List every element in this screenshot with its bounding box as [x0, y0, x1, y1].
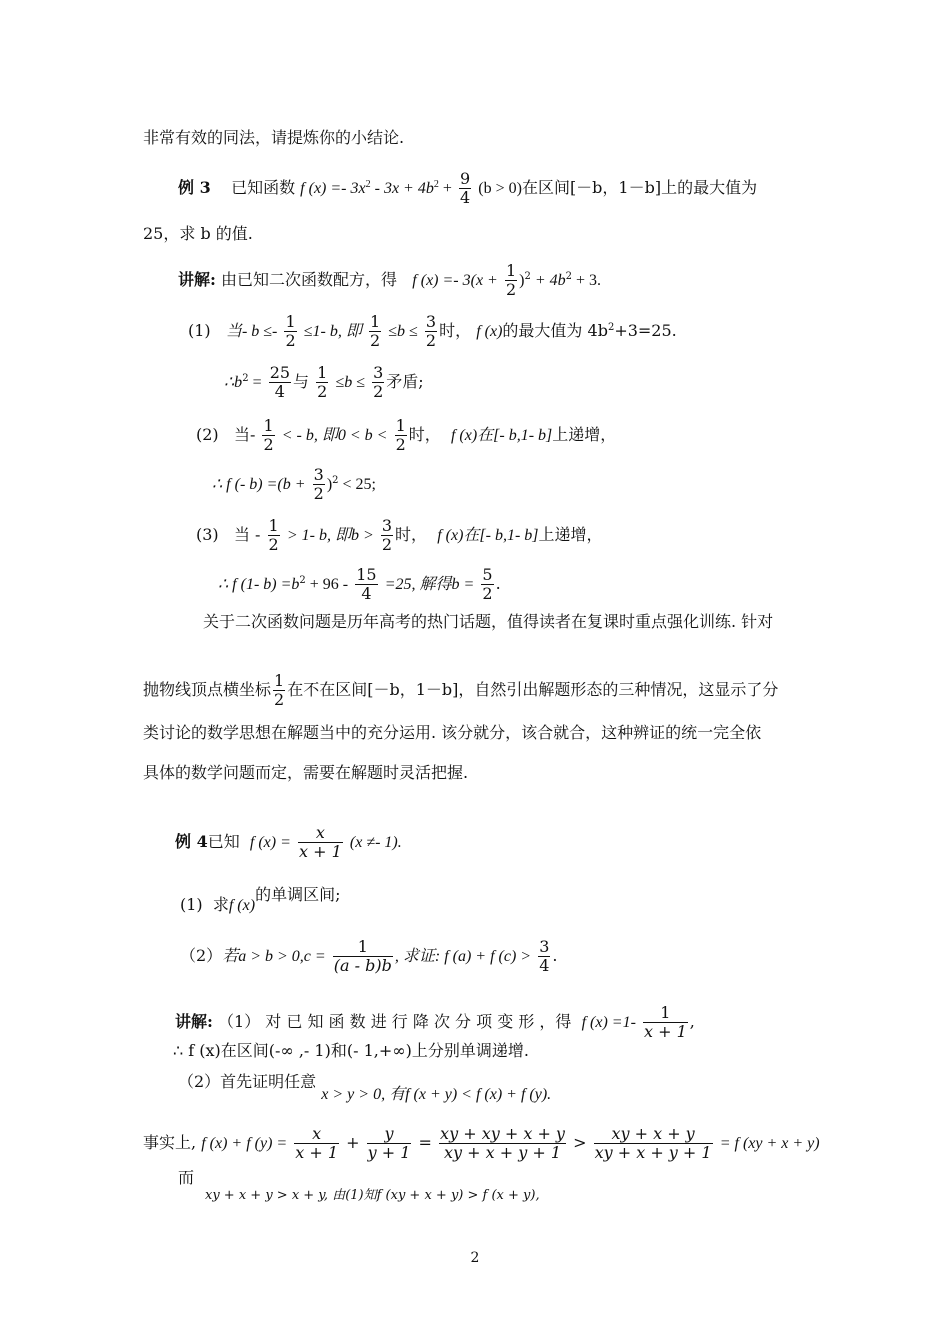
text: 在不在区间[－b，1－b]，自然引出解题形态的三种情况，这显示了分: [287, 680, 779, 699]
denominator: 2: [268, 535, 279, 554]
denominator: 2: [381, 535, 393, 554]
text: .: [495, 574, 501, 593]
solution-text: 由已知二次函数配方，得: [221, 270, 398, 289]
formula: =25, 解得b =: [384, 576, 475, 593]
fraction: [268, 517, 280, 554]
case-2: [196, 417, 616, 454]
case-1-therefore: $\therefore b^2$ = $\frac{25}{4}$ 与 $\frac{1}{2}$ ≤b ≤ $\frac{3}{2}$ 矛盾;: [224, 363, 424, 401]
solution-label: 讲解:: [175, 1012, 213, 1031]
case-tag: (2): [196, 425, 219, 444]
fraction: [505, 262, 517, 299]
numerator: xy + x + y: [594, 1125, 713, 1144]
numerator: 1: [263, 416, 274, 435]
numerator: 5: [482, 565, 493, 584]
solution-4-er: 而: [178, 1168, 195, 1187]
text: 的单调区间;: [255, 885, 341, 904]
text: +3=25.: [614, 321, 677, 340]
fraction: [481, 566, 493, 603]
formula: = f (xy + x + y): [719, 1135, 820, 1152]
numerator: 3: [373, 363, 384, 382]
numerator: x: [298, 824, 343, 843]
denominator: 2: [425, 331, 437, 350]
statement-text: 在区间[－b，1－b]上的最大值为: [521, 178, 758, 197]
text: 时，: [439, 321, 472, 340]
formula: ≤1- b, 即: [303, 323, 362, 340]
text: 上递增，: [538, 525, 603, 544]
comment-line-1: 关于二次函数问题是历年高考的热门话题，值得读者在复课时重点强化训练. 针对: [203, 612, 774, 631]
numerator: 1: [395, 416, 406, 435]
numerator: 1: [268, 516, 279, 535]
text: 已知: [207, 832, 240, 851]
case-3-therefore: ∴ f (1- $b) =b^2 + 96$ - $\frac{15}{4}$ =25, 解得b = $\frac{5}{2}$ .: [218, 565, 501, 603]
numerator: 25: [269, 363, 291, 382]
example-3-statement: 例 3 已知函数 f $(x) =- 3x^2 - 3x + 4b^2$ + $\frac{9}{4}$ (b > 0)在区间[－b，1－b]上的最大值为: [178, 169, 758, 207]
text: 时，: [395, 525, 428, 544]
solution-4-last-line: xy + x + y > x + y, 由(1)知f (xy + x + y) > f (x + y),: [205, 1188, 540, 1203]
fraction: [439, 1125, 566, 1162]
solution-4-fact: [143, 1125, 820, 1162]
fraction: [459, 170, 471, 207]
formula: f (x)在[- b,1- b]: [450, 427, 553, 444]
numerator: x: [294, 1125, 339, 1144]
formula: +: [438, 180, 452, 197]
numerator: 1: [369, 312, 381, 331]
denominator: x + 1: [295, 1143, 339, 1162]
denominator: 2: [505, 280, 517, 299]
fraction: [369, 313, 381, 350]
example-3-statement-line2: 25，求 b 的值.: [143, 224, 253, 243]
numerator: 3: [313, 465, 324, 484]
fraction: [643, 1004, 688, 1041]
numerator: 1: [505, 261, 517, 280]
formula: , 求证: f (a) + f (c) >: [394, 948, 532, 965]
text: 上递增，: [552, 425, 617, 444]
formula: ): [519, 272, 525, 289]
denominator: 4: [539, 956, 550, 975]
numerator: 1: [285, 312, 296, 331]
denominator: x + 1: [644, 1022, 687, 1041]
solution-4-line-2: ∴ f (x)在区间(-∞ ,- 1)和(- 1,+∞)上分别单调递增.: [173, 1041, 529, 1060]
denominator: 4: [361, 584, 372, 603]
example-4-question-1: [180, 885, 341, 916]
fraction: [294, 1125, 339, 1162]
denominator: 4: [274, 382, 285, 401]
numerator: 3: [539, 937, 550, 956]
solution-3-header: 讲解: 由已知二次函数配方，得 f (x) =- 3(x + $\frac{1}{2}$ )$^2 + 4b^2 + 3$.: [178, 261, 602, 299]
fraction: [395, 417, 407, 454]
denominator: xy + x + y + 1: [443, 1143, 562, 1162]
numerator: 1: [274, 671, 285, 690]
numerator: 3: [381, 516, 393, 535]
fraction: [333, 938, 393, 975]
numerator: 9: [459, 169, 471, 188]
text: （2）首先证明任意: [178, 1072, 317, 1091]
example-4-statement: [175, 824, 402, 861]
text: 与: [293, 372, 310, 391]
text: >: [573, 1133, 587, 1152]
numerator: 1: [317, 363, 328, 382]
page-number: 2: [470, 1250, 480, 1266]
fraction: [425, 313, 437, 350]
numerator: xy + xy + x + y: [440, 1124, 565, 1143]
formula: + 3.: [572, 272, 602, 289]
denominator: 2: [285, 331, 296, 350]
denominator: 2: [317, 382, 328, 401]
formula: + 96 -: [305, 576, 349, 593]
denominator: xy + x + y + 1: [594, 1143, 712, 1162]
formula: f (x)在[- b,1- b]: [437, 527, 539, 544]
numerator: 15: [356, 565, 377, 584]
statement-text: 已知函数: [231, 178, 296, 197]
text: 求: [212, 895, 229, 914]
fraction: [372, 364, 384, 401]
numerator: y: [367, 1125, 412, 1144]
formula: ): [326, 476, 333, 493]
text: .: [552, 946, 558, 965]
formula: =: [248, 374, 262, 391]
denominator: 2: [263, 435, 274, 454]
denominator: 2: [395, 435, 406, 454]
example-4-label: 例 4: [175, 832, 208, 851]
condition: (b > 0): [478, 180, 522, 197]
fraction: [313, 466, 325, 503]
formula: ≤b ≤: [388, 323, 418, 340]
text: +: [346, 1133, 360, 1152]
formula: < - b, 即0 < b <: [281, 427, 388, 444]
text: 抛物线顶点横坐标: [143, 680, 272, 699]
formula: f (x): [476, 323, 503, 340]
example-4-question-2: [180, 938, 557, 975]
numerator: 3: [425, 312, 437, 331]
intro-text: 非常有效的同法，请提炼你的小结论.: [143, 128, 405, 147]
comment-line-3: 类讨论的数学思想在解题当中的充分运用. 该分就分，该合就合，这种辨证的统一完全依: [143, 723, 762, 742]
text: 事实上,: [143, 1133, 197, 1152]
formula: x > y > 0, 有f (x + y) < f (x) + f (y).: [321, 1086, 552, 1103]
denominator: x + 1: [299, 842, 342, 861]
formula: f (x) + f (y) =: [201, 1135, 288, 1152]
fraction: [284, 313, 296, 350]
denominator: 2: [313, 484, 324, 503]
question-tag: (1): [180, 895, 203, 914]
formula: 当- b ≤-: [225, 323, 278, 340]
formula: f (x) =- 3(x +: [412, 272, 498, 289]
formula: ∴b: [224, 374, 243, 391]
text: ,: [689, 1012, 695, 1031]
solution-label: 讲解:: [178, 270, 216, 289]
text: 当-: [233, 425, 256, 444]
formula: 若a > b > 0,c =: [222, 948, 326, 965]
text: 的最大值为 4b: [502, 321, 608, 340]
denominator: 4: [459, 188, 471, 207]
case-tag: (1): [188, 321, 211, 340]
text: 矛盾;: [386, 372, 424, 391]
formula: - 3x + 4b: [370, 180, 434, 197]
denominator: 2: [373, 382, 384, 401]
formula: f (x) =1-: [581, 1014, 636, 1031]
formula: (x ≠- 1).: [349, 834, 402, 851]
case-1: (1) 当- b ≤- $\frac{1}{2}$ ≤1- b, 即 $\frac{1}{2}$ ≤b ≤ $\frac{3}{2}$ 时， f (x)的最大值为 $4b^2+3=25$.: [188, 312, 677, 350]
fraction: [355, 566, 377, 603]
denominator: 2: [274, 690, 285, 709]
text: （1） 对 已 知 函 数 进 行 降 次 分 项 变 形 ，得: [218, 1012, 572, 1031]
fraction: [381, 517, 393, 554]
denominator: 2: [369, 331, 381, 350]
case-2-therefore: ∴ f (- b) =(b + $\frac{3}{2}$ )$^2$ < 25;: [212, 465, 376, 503]
fraction: [316, 364, 328, 401]
numerator: 1: [333, 938, 393, 957]
example-3-label: 例 3: [178, 178, 211, 197]
comment-line-4: 具体的数学问题而定，需要在解题时灵活把握.: [143, 763, 469, 782]
numerator: 1: [643, 1004, 688, 1023]
formula: < 25;: [338, 476, 376, 493]
fraction: [262, 417, 274, 454]
case-tag: (3): [196, 525, 219, 544]
solution-4-header: [175, 1004, 695, 1041]
formula: f (x) =- 3x: [300, 180, 366, 197]
fraction: [594, 1125, 713, 1162]
fraction: [538, 938, 550, 975]
formula: ≤b ≤: [335, 374, 365, 391]
denominator: y + 1: [367, 1143, 411, 1162]
formula: ∴ f (- b) =(b +: [212, 476, 306, 493]
text: 当 -: [233, 525, 261, 544]
question-tag: （2）: [180, 946, 223, 965]
formula: > 1- b, 即b >: [286, 527, 374, 544]
text: 时，: [408, 425, 441, 444]
text: =: [418, 1133, 432, 1152]
formula: + 4b: [530, 272, 566, 289]
formula: f (x) =: [249, 834, 291, 851]
denominator: 2: [482, 584, 493, 603]
comment-line-2: [143, 672, 778, 709]
fraction: [269, 364, 291, 401]
fraction: [298, 824, 343, 861]
formula: f (x): [228, 897, 256, 914]
fraction: [273, 672, 285, 709]
case-3: [196, 517, 603, 554]
formula: ∴ f (1- b) =b: [218, 576, 300, 593]
denominator: (a - b)b: [333, 956, 392, 975]
fraction: [367, 1125, 412, 1162]
solution-4-part-2: [178, 1072, 552, 1103]
